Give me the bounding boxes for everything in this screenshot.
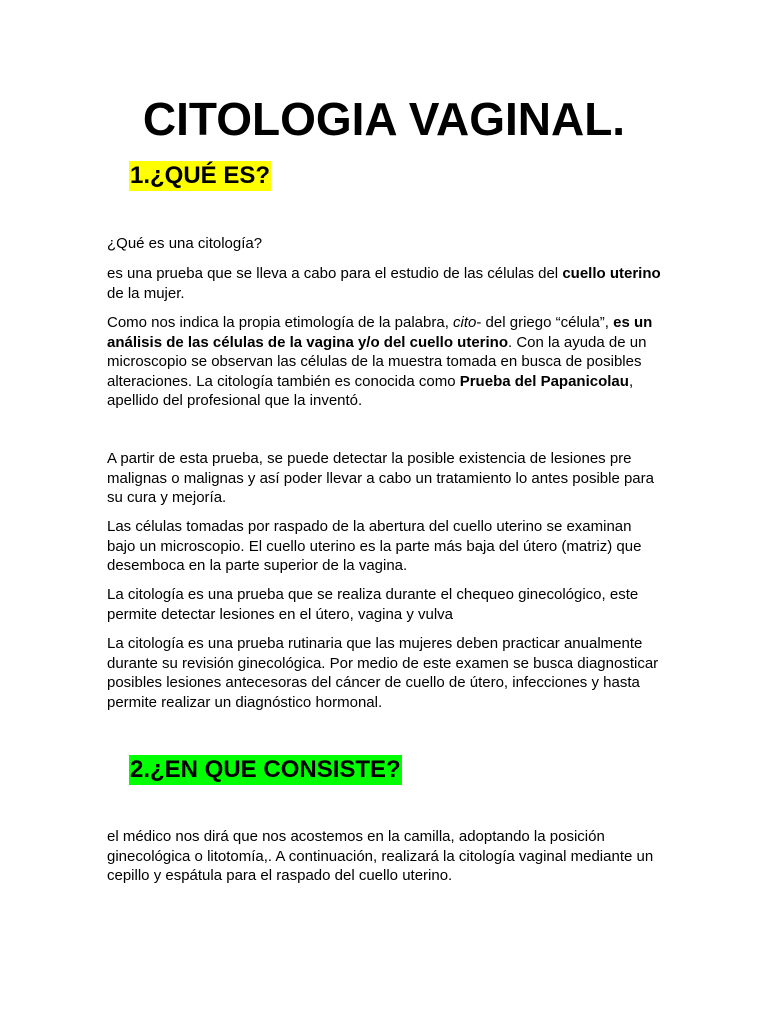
text-run: Como nos indica la propia etimología de la palabra, [107,314,454,331]
text-run: es una prueba que se lleva a cabo para el estudio de las células del [107,265,563,282]
bold-text: cuello uterino [562,265,661,282]
paragraph-procedure: el médico nos dirá que nos acostemos en la camilla, adoptando la posición ginecológica o litotomía,. A continuación, realizará la citología vaginal mediante un cepillo y espátula para el raspado del cuello uterino. [107,828,654,884]
paragraph-definition [107,264,663,303]
paragraph-cells: Las células tomadas por raspado de la abertura del cuello uterino se examinan bajo un microscopio. El cuello uterino es la parte más baja del útero (matriz) que desemboca en la parte superior de la vagina. [107,518,642,574]
text-run: de la mujer. [107,284,185,302]
document-title: CITOLOGIA VAGINAL. [142,93,626,145]
section-heading-en-que-consiste: 2.¿EN QUE CONSISTE? [130,756,401,783]
paragraph-question: ¿Qué es una citología? [107,235,263,252]
text-run: , apellido del profesional que la inventó. [107,372,634,409]
paragraph-routine: La citología es una prueba rutinaria que las mujeres deben practicar anualmente durante su revisión ginecológica. Por medio de este examen se busca diagnosticar posibles lesiones antecesoras del cáncer de cuello de útero, infecciones y hasta permite realizar un diagnóstico hormonal. [107,635,659,711]
bold-text: es un análisis de las células de la vagina y/o del cuello uterino [107,314,653,351]
paragraph-etymology [107,313,663,411]
section-heading-que-es: 1.¿QUÉ ES? [130,162,271,189]
italic-text: cito [453,314,477,331]
bold-text: Prueba del Papanicolau [459,372,629,390]
paragraph-checkup: La citología es una prueba que se realiza durante el chequeo ginecológico, este permite detectar lesiones en el útero, vagina y vulva [107,586,639,623]
text-run: - del griego “célula”, [476,314,614,331]
paragraph-detection: A partir de esta prueba, se puede detectar la posible existencia de lesiones pre malignas o malignas y así poder llevar a cabo un tratamiento lo antes posible para su cura y mejoría. [107,450,654,506]
text-run: . Con la ayuda de un microscopio se observan las células de la muestra tomada en busca de posibles alteraciones. La citología también es conocida como [107,333,647,390]
